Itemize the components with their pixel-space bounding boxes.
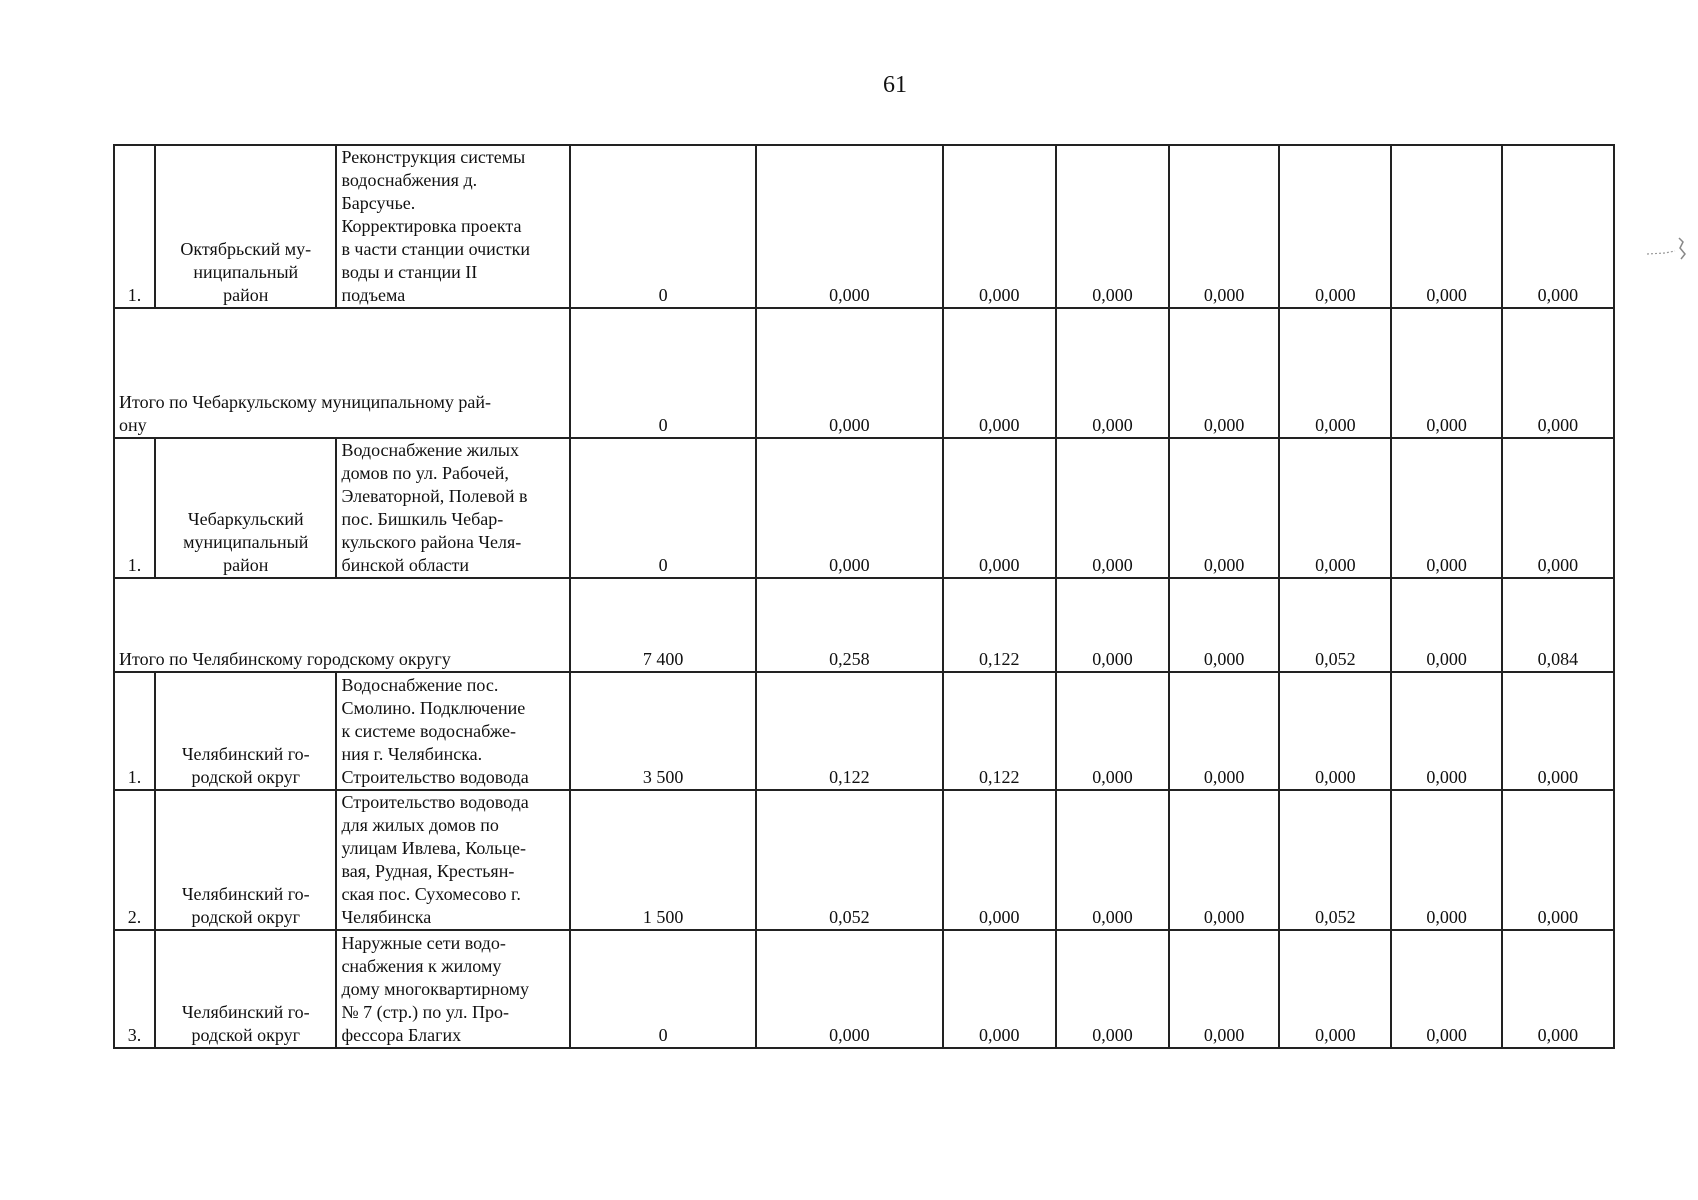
value-cell: 0,000	[1169, 672, 1279, 790]
row-number-cell: 1.	[114, 672, 155, 790]
value-cell: 0,000	[1056, 672, 1169, 790]
value-cell: 0,000	[1279, 438, 1391, 578]
municipality-cell: Чебаркульский муниципальный район	[155, 438, 336, 578]
value-cell: 0,000	[1169, 308, 1279, 438]
value-cell: 0,000	[1169, 930, 1279, 1048]
value-cell: 0,000	[1502, 672, 1614, 790]
object-cell: Наружные сети водо- снабжения к жилому дому многоквартирному № 7 (стр.) по ул. Про- фессора Благих	[336, 930, 569, 1048]
row-number-cell: 2.	[114, 790, 155, 930]
value-cell: 0,000	[1279, 930, 1391, 1048]
total-row	[114, 578, 1614, 672]
table-row	[114, 672, 1614, 790]
value-cell: 0,258	[756, 578, 942, 672]
value-cell: 0,000	[1391, 578, 1501, 672]
value-cell: 0,000	[1391, 672, 1501, 790]
municipality-cell: Октябрьский му- ниципальный район	[155, 145, 336, 308]
object-cell: Строительство водовода для жилых домов по улицам Ивлева, Кольце- вая, Рудная, Крестьян- ская пос. Сухомесово г. Челябинска	[336, 790, 569, 930]
value-cell: 0,000	[1391, 930, 1501, 1048]
page-number: 61	[883, 72, 907, 98]
value-cell: 0,000	[1056, 790, 1169, 930]
total-label-cell: Итого по Челябинскому городскому округу	[114, 578, 570, 672]
value-cell: 0,052	[1279, 790, 1391, 930]
value-cell: 0,122	[943, 578, 1056, 672]
value-cell: 0,000	[943, 930, 1056, 1048]
municipality-cell: Челябинский го- родской округ	[155, 930, 336, 1048]
value-cell: 0,122	[943, 672, 1056, 790]
table-row	[114, 145, 1614, 308]
value-cell: 0,052	[1279, 578, 1391, 672]
value-cell: 0,000	[943, 308, 1056, 438]
value-cell: 0	[570, 145, 756, 308]
value-cell: 0	[570, 308, 756, 438]
value-cell: 0	[570, 930, 756, 1048]
value-cell: 0,000	[1391, 145, 1501, 308]
value-cell: 0,000	[1502, 930, 1614, 1048]
value-cell: 0,122	[756, 672, 942, 790]
value-cell: 0,000	[1279, 145, 1391, 308]
value-cell: 0,000	[943, 145, 1056, 308]
row-number-cell: 3.	[114, 930, 155, 1048]
value-cell: 0,000	[1169, 438, 1279, 578]
table-row	[114, 438, 1614, 578]
value-cell: 1 500	[570, 790, 756, 930]
value-cell: 0,000	[1502, 438, 1614, 578]
object-cell: Водоснабжение пос. Смолино. Подключение к системе водоснабже- ния г. Челябинска. Строительство водовода	[336, 672, 569, 790]
value-cell: 0,052	[756, 790, 942, 930]
total-row	[114, 308, 1614, 438]
table-body	[114, 145, 1614, 1048]
row-number-cell: 1.	[114, 145, 155, 308]
value-cell: 0,000	[1502, 308, 1614, 438]
value-cell: 0,000	[1391, 308, 1501, 438]
total-label-cell: Итого по Чебаркульскому муниципальному рай- ону	[114, 308, 570, 438]
value-cell: 0,000	[1502, 145, 1614, 308]
table-row	[114, 790, 1614, 930]
value-cell: 3 500	[570, 672, 756, 790]
value-cell: 0,000	[756, 438, 942, 578]
object-cell: Водоснабжение жилых домов по ул. Рабочей, Элеваторной, Полевой в пос. Бишкиль Чебар- кульского района Челя- бинской области	[336, 438, 569, 578]
value-cell: 0,000	[1391, 790, 1501, 930]
table-row	[114, 930, 1614, 1048]
value-cell: 0,000	[1056, 308, 1169, 438]
municipality-cell: Челябинский го- родской округ	[155, 790, 336, 930]
scan-artifact-mark	[1645, 232, 1689, 262]
value-cell: 0	[570, 438, 756, 578]
value-cell: 0,000	[1056, 438, 1169, 578]
value-cell: 0,000	[1169, 578, 1279, 672]
budget-table	[113, 144, 1615, 1049]
value-cell: 0,000	[943, 790, 1056, 930]
value-cell: 0,000	[1502, 790, 1614, 930]
value-cell: 0,000	[1056, 145, 1169, 308]
row-number-cell: 1.	[114, 438, 155, 578]
value-cell: 0,000	[1279, 308, 1391, 438]
value-cell: 0,000	[1169, 145, 1279, 308]
object-cell: Реконструкция системы водоснабжения д. Барсучье. Корректировка проекта в части станции очистки воды и станции II подъема	[336, 145, 569, 308]
value-cell: 0,000	[1056, 578, 1169, 672]
value-cell: 0,000	[1279, 672, 1391, 790]
value-cell: 0,000	[756, 930, 942, 1048]
value-cell: 0,000	[756, 145, 942, 308]
municipality-cell: Челябинский го- родской округ	[155, 672, 336, 790]
value-cell: 0,000	[943, 438, 1056, 578]
value-cell: 7 400	[570, 578, 756, 672]
value-cell: 0,084	[1502, 578, 1614, 672]
value-cell: 0,000	[1391, 438, 1501, 578]
value-cell: 0,000	[1169, 790, 1279, 930]
value-cell: 0,000	[756, 308, 942, 438]
value-cell: 0,000	[1056, 930, 1169, 1048]
